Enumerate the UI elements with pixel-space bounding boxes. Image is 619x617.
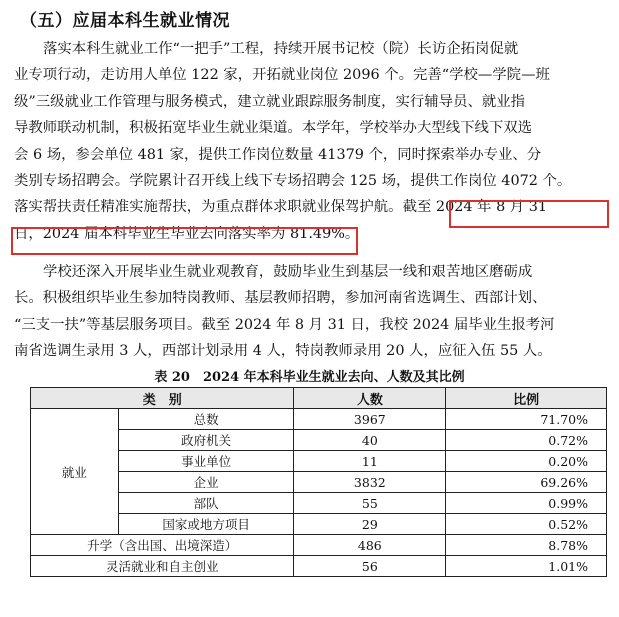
- row-count: 3967: [294, 409, 446, 430]
- text-line: 级”三级就业工作管理与服务模式，建立就业跟踪服务制度，实行辅导员、就业指: [14, 93, 526, 110]
- table-row: [31, 535, 607, 556]
- row-ratio: 0.20%: [446, 451, 607, 472]
- row-ratio: 0.72%: [446, 430, 607, 451]
- row-count: 55: [294, 493, 446, 514]
- row-label: 事业单位: [118, 451, 294, 472]
- text-line: “三支一扶”等基层服务项目。截至 2024 年 8 月 31 日，我校 2024 届毕业生报考河: [14, 316, 555, 333]
- table-caption: 表 20 2024 年本科毕业生就业去向、人数及其比例: [154, 370, 465, 385]
- paragraph-employment-work: [14, 36, 610, 247]
- header-ratio: 比例: [446, 388, 607, 409]
- row-label: 升学（含出国、出境深造）: [31, 535, 294, 556]
- row-ratio: 8.78%: [446, 535, 607, 556]
- text-line: 长。积极组织毕业生参加特岗教师、基层教师招聘，参加河南省选调生、西部计划、: [14, 290, 547, 307]
- row-label: 政府机关: [118, 430, 294, 451]
- row-ratio: 69.26%: [446, 472, 607, 493]
- table-row: [31, 409, 607, 430]
- table-row: [31, 556, 607, 577]
- text-line: 落实本科生就业工作“一把手”工程，持续开展书记校（院）长访企拓岗促就: [43, 41, 519, 57]
- row-count: 40: [294, 430, 446, 451]
- row-ratio: 0.52%: [446, 514, 607, 535]
- highlighted-text: 日，2024 届本科毕业生毕业去向落实率为 81.49%。: [14, 225, 360, 242]
- row-ratio: 1.01%: [446, 556, 607, 577]
- text-line: [14, 194, 610, 220]
- row-count: 486: [294, 535, 446, 556]
- row-label: 部队: [118, 493, 294, 514]
- group-label: 就业: [31, 409, 119, 535]
- text-line: [14, 221, 610, 247]
- row-count: 11: [294, 451, 446, 472]
- row-label: 企业: [118, 472, 294, 493]
- row-ratio: 71.70%: [446, 409, 607, 430]
- header-count: 人数: [294, 388, 446, 409]
- text-line: 导教师联动机制，积极拓宽毕业生就业渠道。本学年，学校举办大型线下线下双选: [14, 120, 533, 137]
- text-line: 业专项行动，走访用人单位 122 家，开拓就业岗位 2096 个。完善“学校—学院—班: [14, 67, 550, 84]
- section-heading: （五）应届本科生就业情况: [20, 11, 230, 31]
- employment-table: [30, 387, 607, 577]
- row-label: 国家或地方项目: [118, 514, 294, 535]
- text-segment: 落实帮扶责任精准实施帮扶，为重点群体求职就业保驾护航。: [14, 199, 403, 216]
- text-line: 学校还深入开展毕业生就业观教育，鼓励毕业生到基层一线和艰苦地区磨砺成: [43, 264, 533, 280]
- table-header-row: [31, 388, 607, 409]
- row-label: 灵活就业和自主创业: [31, 556, 294, 577]
- row-count: 29: [294, 514, 446, 535]
- header-category: 类 别: [31, 388, 294, 409]
- row-label: 总数: [118, 409, 294, 430]
- text-line: 南省选调生录用 3 人，西部计划录用 4 人，特岗教师录用 20 人，应征入伍 55 人。: [14, 343, 552, 360]
- text-line: 会 6 场，参会单位 481 家，提供工作岗位数量 41379 个，同时探索举办专业、分: [14, 146, 542, 163]
- paragraph-grassroots: [14, 259, 610, 365]
- row-count: 56: [294, 556, 446, 577]
- text-line: 类别专场招聘会。学院累计召开线上线下专场招聘会 125 场，提供工作岗位 4072 个。: [14, 172, 572, 189]
- highlighted-text: 截至 2024 年 8 月 31: [402, 199, 548, 216]
- row-count: 3832: [294, 472, 446, 493]
- row-ratio: 0.99%: [446, 493, 607, 514]
